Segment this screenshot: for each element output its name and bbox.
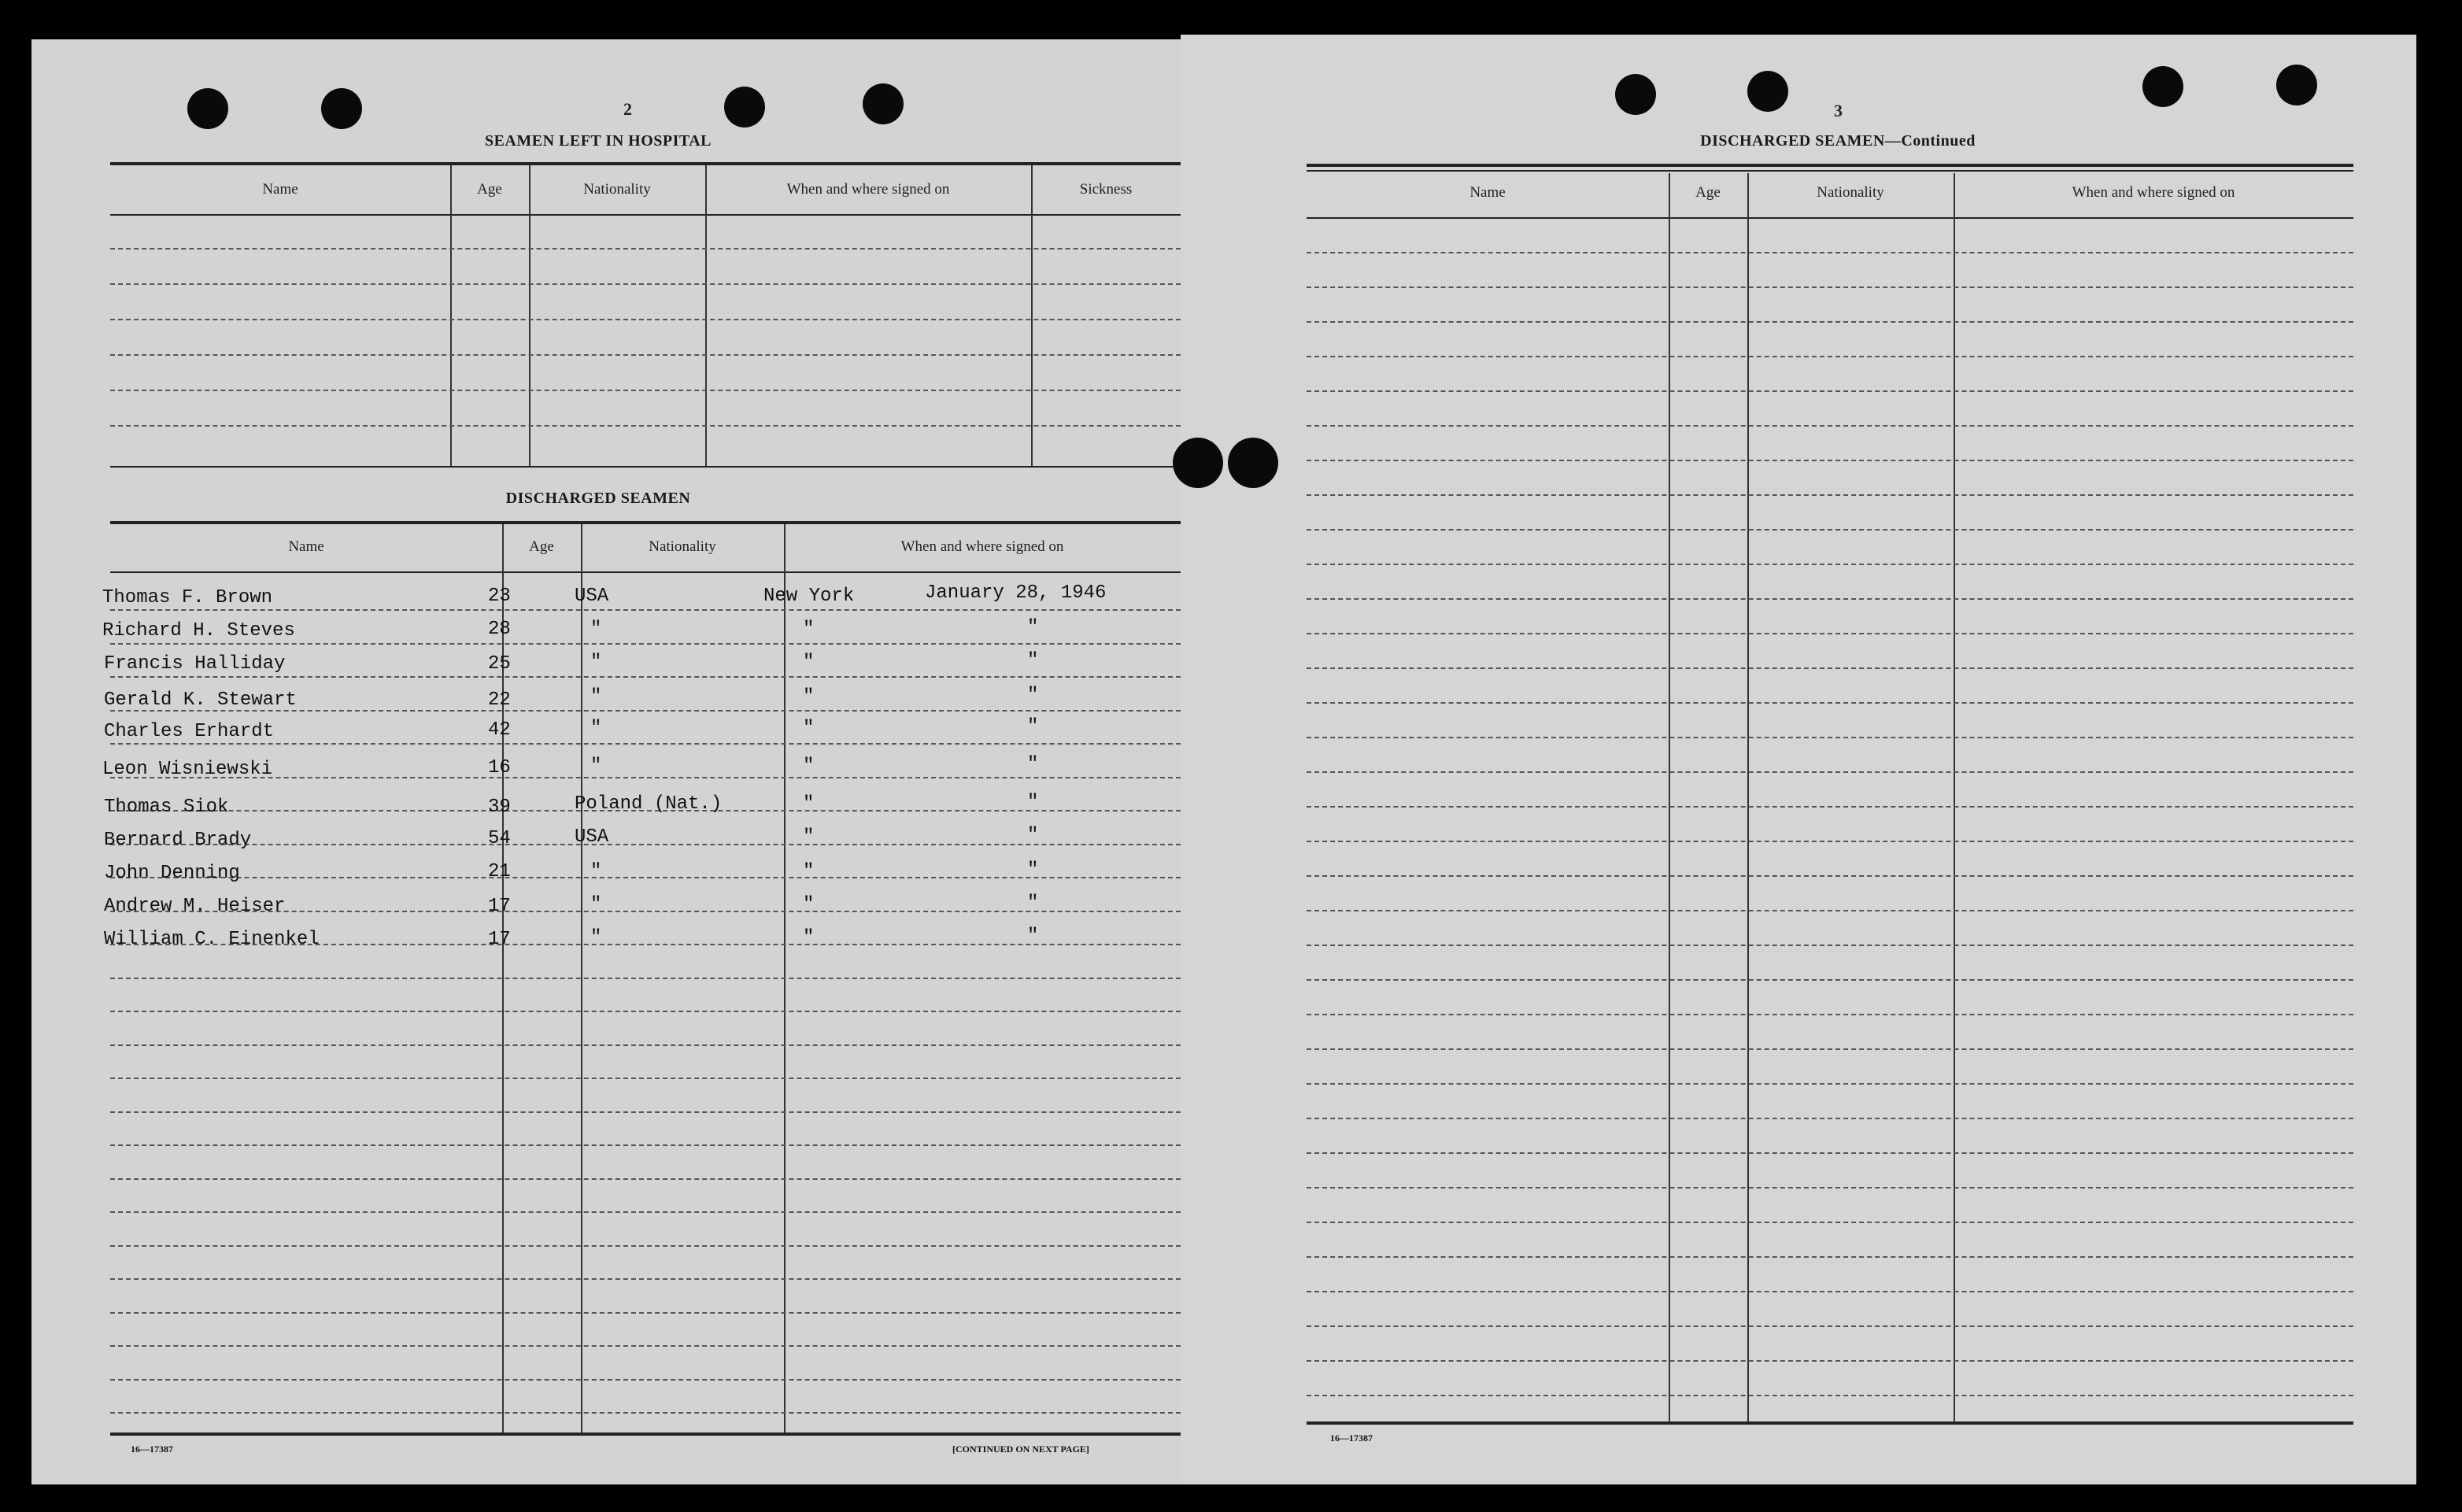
row-line <box>1307 1222 2353 1223</box>
discharged-continued-title <box>1661 132 2015 150</box>
col-divider <box>529 165 530 466</box>
signed-on-place: " <box>803 686 815 708</box>
continued-suffix: —Continued <box>1884 132 1976 150</box>
punch-hole <box>2276 65 2317 105</box>
seaman-name: Bernard Brady <box>104 830 252 851</box>
seaman-nationality: " <box>590 652 602 673</box>
row-line <box>110 1412 1181 1414</box>
seaman-age: 54 <box>488 828 511 849</box>
row-line <box>1307 1187 2353 1189</box>
seaman-nationality: " <box>590 619 602 640</box>
row-line <box>110 248 1181 250</box>
col-header-signed-on: When and where signed on <box>786 181 950 198</box>
row-line <box>110 609 1181 611</box>
row-line <box>110 1111 1181 1113</box>
col-divider <box>1669 173 1670 1421</box>
punch-hole <box>321 88 362 129</box>
row-line <box>1307 667 2353 669</box>
row-line <box>1307 633 2353 634</box>
punch-hole <box>187 88 228 129</box>
signed-on-date: " <box>1027 926 1039 947</box>
rule <box>110 521 1181 524</box>
signed-on-date: " <box>1027 825 1039 846</box>
col-header-name: Name <box>262 181 298 198</box>
row-line <box>110 354 1181 356</box>
row-line <box>1307 564 2353 565</box>
seaman-name: Leon Wisniewski <box>102 759 273 780</box>
seaman-name: Thomas Siok <box>104 797 229 818</box>
rule <box>110 466 1181 468</box>
rule <box>1307 217 2353 219</box>
rule <box>110 571 1181 573</box>
rule <box>110 214 1181 216</box>
seaman-age: 39 <box>488 797 511 818</box>
row-line <box>110 676 1181 678</box>
punch-hole <box>2142 66 2183 107</box>
row-line <box>110 1178 1181 1180</box>
row-line <box>110 743 1181 745</box>
rule <box>1307 164 2353 167</box>
col-divider <box>450 165 452 466</box>
row-line <box>1307 1083 2353 1085</box>
row-line <box>1307 1152 2353 1154</box>
col-divider <box>1954 173 1955 1421</box>
rule <box>1307 170 2353 172</box>
form-number: 16—17387 <box>131 1444 173 1455</box>
row-line <box>110 1379 1181 1381</box>
row-line <box>110 844 1181 845</box>
row-line <box>1307 356 2353 357</box>
row-line <box>1307 806 2353 808</box>
col-header-age: Age <box>1695 184 1721 201</box>
seaman-name: William C. Einenkel <box>104 929 320 950</box>
seaman-name: Andrew M. Heiser <box>104 896 286 917</box>
seaman-name: Charles Erhardt <box>104 721 275 742</box>
row-line <box>1307 390 2353 392</box>
row-line <box>110 1078 1181 1079</box>
row-line <box>1307 1291 2353 1292</box>
seaman-name: Thomas F. Brown <box>102 587 273 608</box>
left-page <box>31 39 1212 1484</box>
seaman-nationality: Poland (Nat.) <box>575 793 723 815</box>
row-line <box>110 390 1181 391</box>
seaman-age: 21 <box>488 861 511 882</box>
col-header-name: Name <box>1469 184 1506 201</box>
signed-on-date: " <box>1027 617 1039 638</box>
discharged-title: DISCHARGED SEAMEN <box>505 490 691 507</box>
rule <box>110 1433 1181 1436</box>
punch-hole <box>724 87 765 128</box>
signed-on-date: " <box>1027 893 1039 914</box>
seaman-age: 28 <box>488 619 511 640</box>
row-line <box>1307 875 2353 877</box>
seaman-age: 22 <box>488 689 511 711</box>
col-header-signed-on: When and where signed on <box>900 538 1064 555</box>
punch-hole <box>1173 438 1223 488</box>
page-number: 3 <box>1834 101 1843 120</box>
row-line <box>1307 702 2353 704</box>
row-line <box>1307 1360 2353 1362</box>
row-line <box>110 877 1181 878</box>
row-line <box>1307 1118 2353 1119</box>
signed-on-place: " <box>803 894 815 915</box>
seaman-name: John Denning <box>104 863 240 884</box>
row-line <box>110 978 1181 979</box>
row-line <box>110 425 1181 427</box>
signed-on-place: " <box>803 793 815 815</box>
row-line <box>110 1144 1181 1146</box>
row-line <box>110 1011 1181 1012</box>
signed-on-place: " <box>803 826 815 848</box>
col-header-sickness: Sickness <box>1079 181 1133 198</box>
seaman-age: 42 <box>488 719 511 741</box>
seaman-age: 23 <box>488 586 511 607</box>
row-line <box>1307 460 2353 461</box>
col-header-age: Age <box>529 538 554 555</box>
punch-hole <box>863 83 904 124</box>
seaman-nationality: " <box>590 894 602 915</box>
punch-hole <box>1747 71 1788 112</box>
row-line <box>1307 598 2353 600</box>
seaman-nationality: USA <box>575 586 609 607</box>
row-line <box>1307 910 2353 911</box>
signed-on-date: January 28, 1946 <box>925 582 1107 604</box>
seaman-name: Francis Halliday <box>104 653 286 675</box>
row-line <box>1307 287 2353 288</box>
col-header-age: Age <box>477 181 502 198</box>
row-line <box>1307 321 2353 323</box>
row-line <box>110 643 1181 645</box>
row-line <box>1307 979 2353 981</box>
seaman-name: Richard H. Steves <box>102 620 295 641</box>
signed-on-place: " <box>803 927 815 948</box>
col-divider <box>1747 173 1749 1421</box>
row-line <box>1307 252 2353 253</box>
punch-hole <box>1615 74 1656 115</box>
row-line <box>110 1312 1181 1314</box>
signed-on-place: " <box>803 861 815 882</box>
hospital-title: SEAMEN LEFT IN HOSPITAL <box>484 132 712 150</box>
col-divider <box>1031 165 1033 466</box>
signed-on-date: " <box>1027 792 1039 813</box>
seaman-age: 16 <box>488 757 511 778</box>
punch-hole <box>1228 438 1278 488</box>
discharged-title: DISCHARGED SEAMEN <box>1700 132 1885 150</box>
seaman-name: Gerald K. Stewart <box>104 689 297 711</box>
seaman-nationality: " <box>590 686 602 708</box>
seaman-age: 17 <box>488 929 511 950</box>
row-line <box>1307 494 2353 496</box>
signed-on-place: New York <box>763 586 855 607</box>
continued-note: [CONTINUED ON NEXT PAGE] <box>952 1444 1089 1455</box>
form-number: 16—17387 <box>1330 1433 1373 1444</box>
col-header-name: Name <box>288 538 324 555</box>
col-header-nationality: Nationality <box>649 538 716 555</box>
seaman-nationality: " <box>590 756 602 777</box>
signed-on-place: " <box>803 718 815 739</box>
seaman-age: 17 <box>488 896 511 917</box>
col-header-signed-on: When and where signed on <box>2072 184 2235 201</box>
row-line <box>1307 737 2353 738</box>
row-line <box>1307 1014 2353 1015</box>
signed-on-place: " <box>803 652 815 673</box>
row-line <box>1307 1325 2353 1327</box>
seaman-nationality: " <box>590 718 602 739</box>
row-line <box>110 1345 1181 1347</box>
row-line <box>110 319 1181 320</box>
signed-on-date: " <box>1027 685 1039 706</box>
signed-on-date: " <box>1027 650 1039 671</box>
rule <box>1307 1421 2353 1425</box>
seaman-age: 25 <box>488 653 511 675</box>
seaman-nationality: USA <box>575 826 609 848</box>
row-line <box>1307 1256 2353 1258</box>
col-header-nationality: Nationality <box>1817 184 1884 201</box>
row-line <box>1307 771 2353 773</box>
seaman-nationality: " <box>590 927 602 948</box>
signed-on-date: " <box>1027 716 1039 738</box>
signed-on-date: " <box>1027 860 1039 881</box>
row-line <box>110 283 1181 285</box>
row-line <box>1307 425 2353 427</box>
row-line <box>110 1278 1181 1280</box>
row-line <box>1307 1048 2353 1050</box>
signed-on-date: " <box>1027 754 1039 775</box>
page-number: 2 <box>623 99 632 119</box>
row-line <box>1307 1395 2353 1396</box>
row-line <box>110 1245 1181 1247</box>
row-line <box>110 1044 1181 1046</box>
row-line <box>110 1211 1181 1213</box>
col-divider <box>705 165 707 466</box>
signed-on-place: " <box>803 619 815 640</box>
signed-on-place: " <box>803 756 815 777</box>
col-header-nationality: Nationality <box>583 181 651 198</box>
row-line <box>1307 529 2353 530</box>
row-line <box>1307 841 2353 842</box>
right-page <box>1181 35 2416 1484</box>
seaman-nationality: " <box>590 861 602 882</box>
rule <box>110 162 1181 165</box>
row-line <box>1307 945 2353 946</box>
